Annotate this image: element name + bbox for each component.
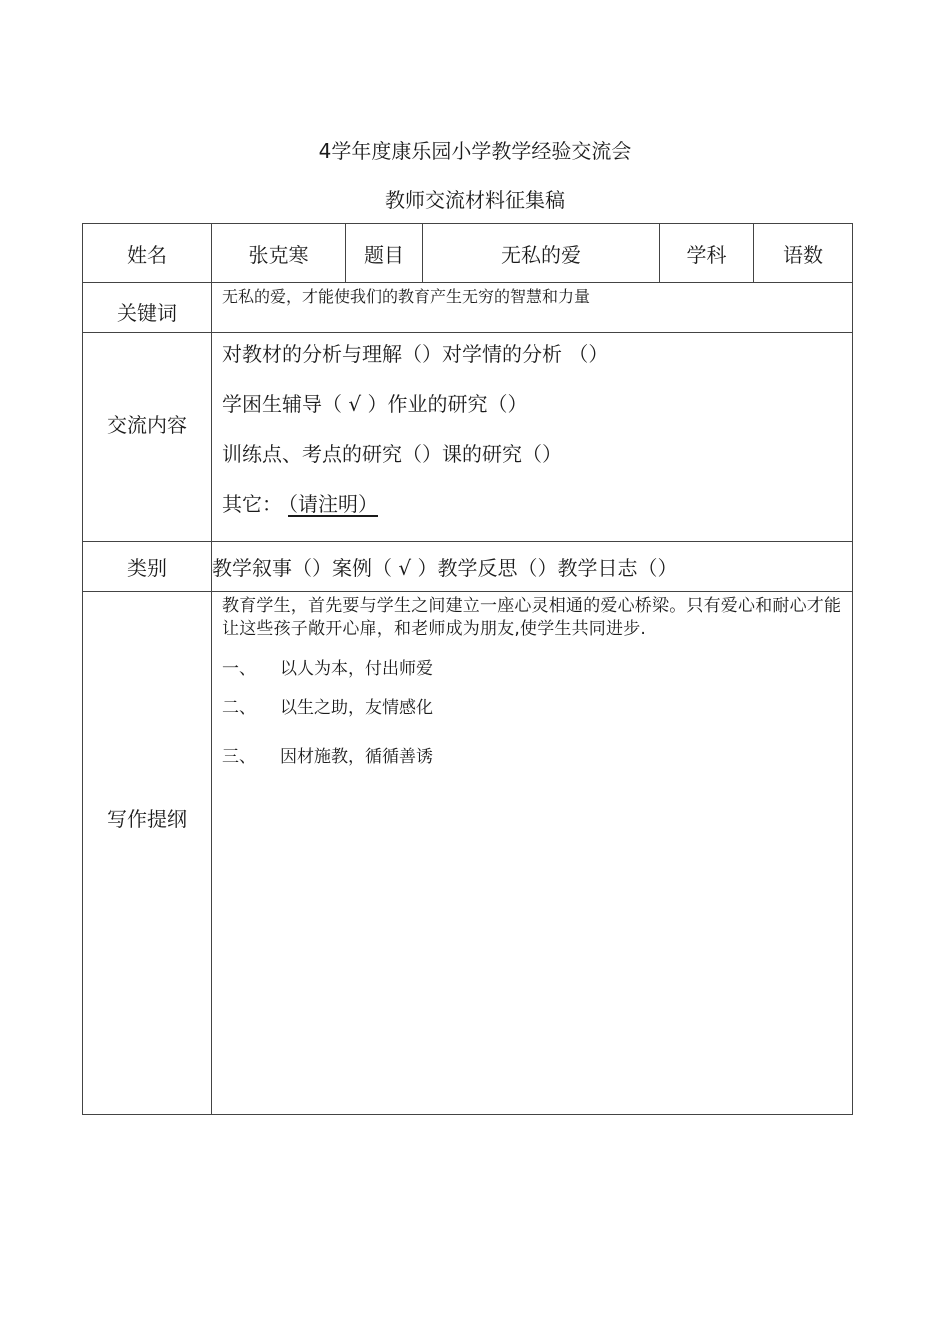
outline-item-number: 三、 [222, 747, 256, 767]
outline-intro: 教育学生，首先要与学生之间建立一座心灵相通的爱心桥梁。只有爱心和耐心才能让这些孩子敞开心扉，和老师成为朋友,使学生共同进步. [222, 596, 842, 639]
keywords-row [83, 283, 853, 333]
category-value: 教学叙事（）案例（ √ ）教学反思（）教学日志（） [212, 542, 853, 592]
subject-value: 语数 [754, 224, 853, 283]
outline-item-text: 以人为本，付出师爱 [280, 659, 433, 679]
content-line: 训练点、考点的研究（）课的研究（） [222, 442, 562, 466]
outline-item [222, 746, 852, 776]
document-subtitle: 教师交流材料征集稿 [385, 188, 565, 212]
content-label [83, 333, 212, 542]
outline-item-text: 以生之助，友情感化 [280, 698, 433, 718]
outline-item [222, 697, 852, 746]
outline-list [212, 658, 852, 776]
category-label: 类别 [83, 542, 212, 592]
topic-label: 题目 [346, 224, 423, 283]
other-prefix: 其它： [222, 492, 282, 516]
content-line: 学困生辅导（ √ ）作业的研究（） [222, 392, 528, 416]
outline-cell [212, 592, 853, 1115]
keywords-cell [212, 283, 853, 333]
content-line: 对教材的分析与理解（）对学情的分析 （） [222, 342, 609, 366]
name-value: 张克寒 [212, 224, 346, 283]
topic-value: 无私的爱 [423, 224, 660, 283]
category-row [83, 542, 853, 592]
outline-item-number: 一、 [222, 659, 256, 679]
outline-item [222, 658, 852, 697]
content-cell [212, 333, 853, 542]
outline-item-number: 二、 [222, 698, 256, 718]
subject-label: 学科 [660, 224, 754, 283]
outline-item-text: 因材施教，循循善诱 [280, 747, 433, 767]
submission-form-table [82, 223, 853, 1115]
document-title: 4学年度康乐园小学教学经验交流会 [318, 139, 632, 163]
outline-row [83, 592, 853, 1115]
header-row [83, 224, 853, 283]
other-line [222, 491, 852, 541]
content-row [83, 333, 853, 542]
outline-label [83, 592, 212, 1115]
outline-label-text: 写作提纲 [107, 807, 187, 831]
keywords-label-text: 关键词 [117, 301, 177, 325]
keywords-value: 无私的爱，才能使我们的教育产生无穷的智慧和力量 [222, 287, 591, 306]
name-label: 姓名 [83, 224, 212, 283]
content-label-text: 交流内容 [107, 412, 187, 437]
keywords-label [83, 283, 212, 333]
other-value: （请注明） [288, 492, 378, 516]
